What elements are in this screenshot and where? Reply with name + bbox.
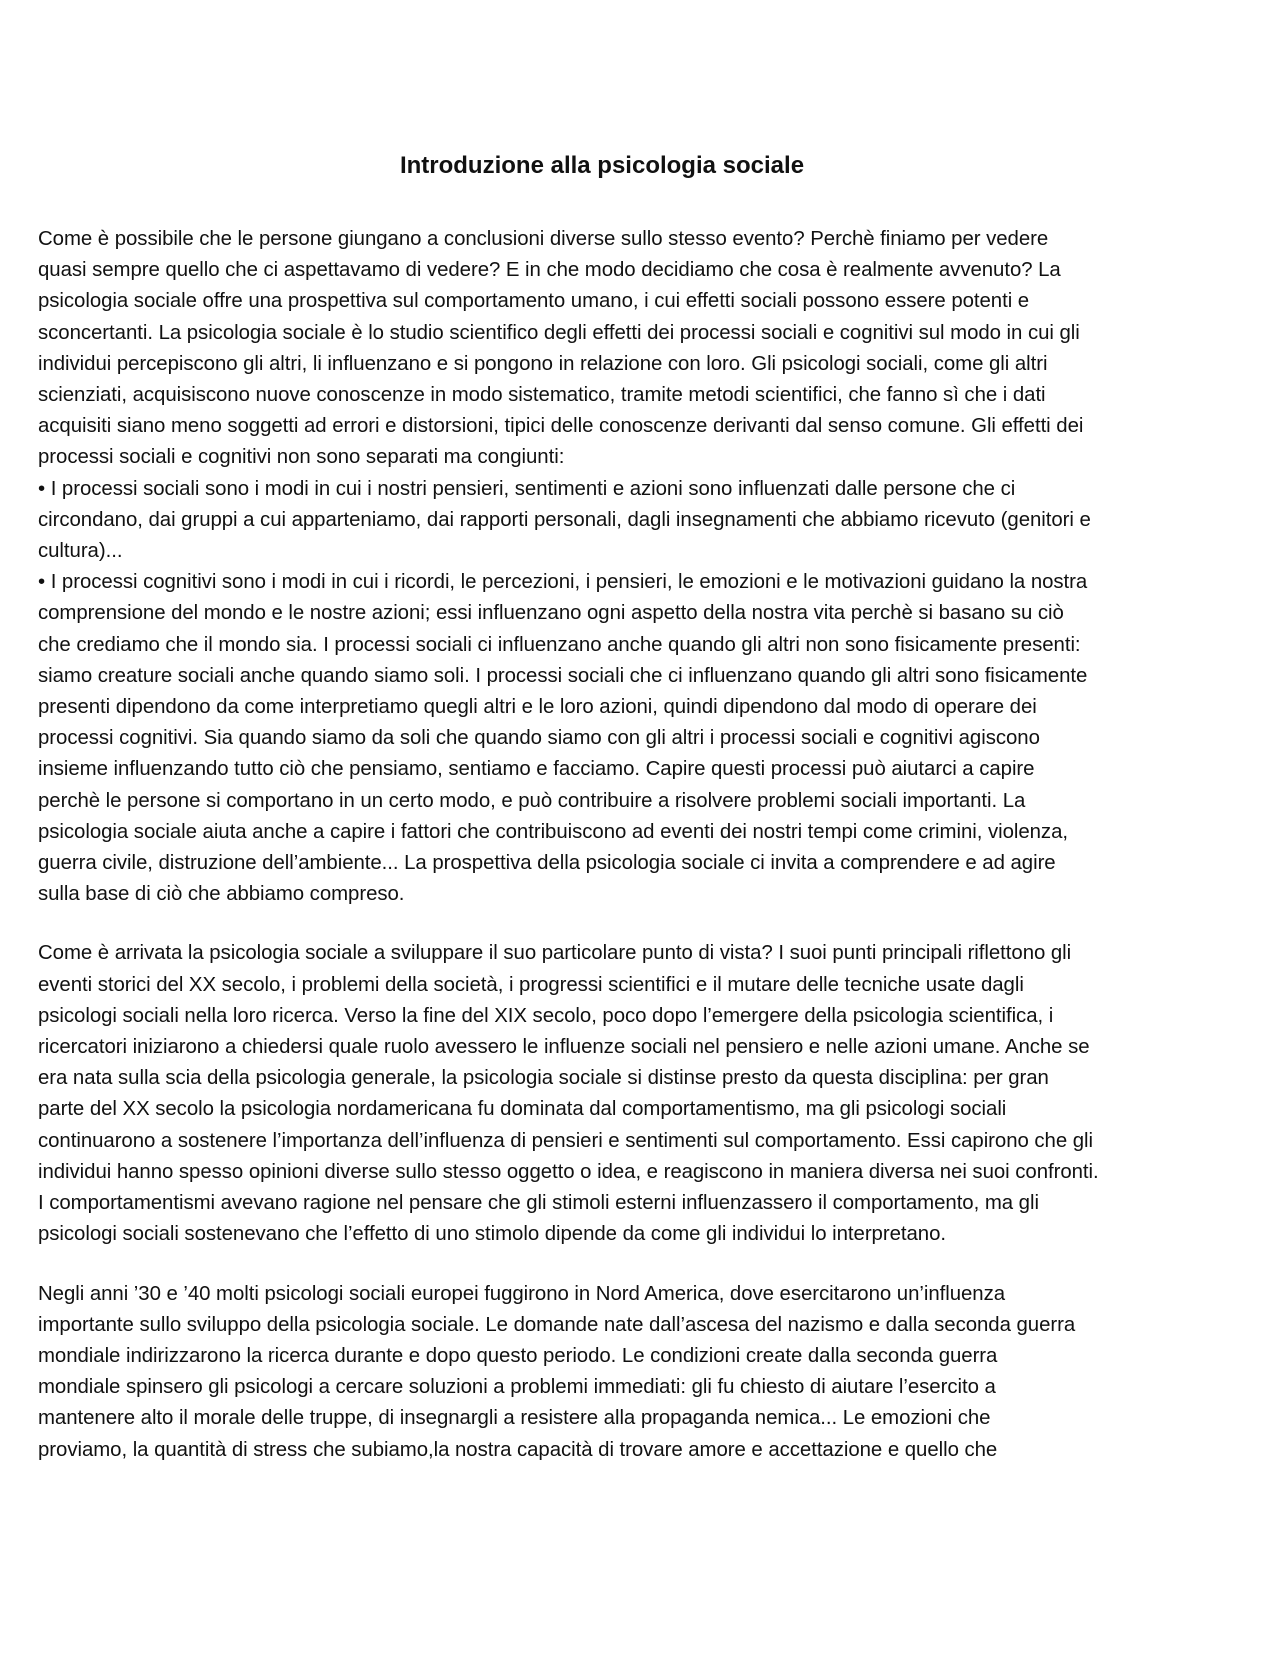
text-line: psicologia sociale aiuta anche a capire i fattori che contribuiscono ad eventi dei nostri tempi come crimini, violenza, [38, 820, 1068, 843]
text-line: individui hanno spesso opinioni diverse sullo stesso oggetto o idea, e reagiscono in maniera diversa nei suoi confronti. [38, 1160, 1099, 1183]
text-line: siamo creature sociali anche quando siamo soli. I processi sociali che ci influenzano quando gli altri sono fisicamente [38, 664, 1088, 687]
text-line: mantenere alto il morale delle truppe, di insegnargli a resistere alla propaganda nemica... Le emozioni che [38, 1407, 991, 1430]
page-title: Introduzione alla psicologia sociale [399, 152, 805, 179]
paragraph-spacer [38, 1251, 1248, 1279]
document-body [38, 224, 1248, 1466]
paragraph-1 [38, 224, 1248, 910]
paragraph-spacer [38, 910, 1248, 938]
text-line: insieme influenzando tutto ciò che pensiamo, sentiamo e facciamo. Capire questi processi può aiutarci a capire [38, 758, 1035, 781]
text-line: sconcertanti. La psicologia sociale è lo studio scientifico degli effetti dei processi sociali e cognitivi sul modo in cui gli [38, 321, 1080, 344]
text-line: comprensione del mondo e le nostre azioni; essi influenzano ogni aspetto della nostra vita perchè si basano su ciò [38, 602, 1064, 625]
paragraph-3 [38, 1279, 1248, 1466]
text-line: scienziati, acquisiscono nuove conoscenze in modo sistematico, tramite metodi scientifici, che fanno sì che i dati [38, 384, 1046, 407]
text-line: Come è arrivata la psicologia sociale a sviluppare il suo particolare punto di vista? I suoi punti principali riflettono gli [38, 942, 1072, 965]
text-line: I comportamentismi avevano ragione nel pensare che gli stimoli esterni influenzassero il comportamento, ma gli [38, 1192, 1039, 1215]
text-line: proviamo, la quantità di stress che subiamo,la nostra capacità di trovare amore e accettazione e quello che [38, 1438, 998, 1461]
text-line: presenti dipendono da come interpretiamo quegli altri e le loro azioni, quindi dipendono dal modo di operare dei [38, 696, 1037, 719]
text-line: era nata sulla scia della psicologia generale, la psicologia sociale si distinse presto da questa disciplina: per gran [38, 1067, 1049, 1090]
paragraph-2 [38, 938, 1248, 1250]
text-line: processi sociali e cognitivi non sono separati ma congiunti: [38, 446, 565, 469]
bullet-line: • I processi sociali sono i modi in cui i nostri pensieri, sentimenti e azioni sono influenzati dalle persone che ci [38, 477, 1016, 500]
text-line: perchè le persone si comportano in un certo modo, e può contribuire a risolvere problemi sociali importanti. La [38, 789, 1026, 812]
text-line: guerra civile, distruzione dell’ambiente... La prospettiva della psicologia sociale ci invita a comprendere e ad agire [38, 852, 1056, 875]
text-line: psicologi sociali sostenevano che l’effetto di uno stimolo dipende da come gli individui lo interpretano. [38, 1223, 946, 1246]
text-line: processi cognitivi. Sia quando siamo da soli che quando siamo con gli altri i processi sociali e cognitivi agiscono [38, 727, 1040, 750]
text-line: Come è possibile che le persone giungano a conclusioni diverse sullo stesso evento? Perchè finiamo per vedere [38, 228, 1049, 250]
text-line: circondano, dai gruppi a cui apparteniamo, dai rapporti personali, dagli insegnamenti che abbiamo ricevuto (genitori e [38, 508, 1091, 531]
text-line: Negli anni ’30 e ’40 molti psicologi sociali europei fuggirono in Nord America, dove esercitarono un’influenza [38, 1282, 1006, 1305]
text-line: acquisiti siano meno soggetti ad errori e distorsioni, tipici delle conoscenze derivanti dal senso comune. Gli effetti dei [38, 415, 1084, 438]
text-line: importante sullo sviluppo della psicologia sociale. Le domande nate dall’ascesa del nazismo e dalla seconda guerra [38, 1313, 1076, 1336]
text-line: psicologi sociali nella loro ricerca. Verso la fine del XIX secolo, poco dopo l’emergere della psicologia scientifica, i [38, 1004, 1054, 1027]
text-line: che crediamo che il mondo sia. I processi sociali ci influenzano anche quando gli altri non sono fisicamente presenti: [38, 633, 1081, 656]
text-line: psicologia sociale offre una prospettiva sul comportamento umano, i cui effetti sociali possono essere potenti e [38, 290, 1030, 313]
bullet-line: • I processi cognitivi sono i modi in cui i ricordi, le percezioni, i pensieri, le emozioni e le motivazioni guidano la nostra [38, 571, 1088, 594]
text-line: quasi sempre quello che ci aspettavamo di vedere? E in che modo decidiamo che cosa è realmente avvenuto? La [38, 259, 1061, 282]
text-line: continuarono a sostenere l’importanza dell’influenza di pensieri e sentimenti sul comportamento. Essi capirono che gli [38, 1129, 1093, 1152]
text-line: individui percepiscono gli altri, li influenzano e si pongono in relazione con loro. Gli psicologi sociali, come gli altri [38, 352, 1048, 375]
text-line: cultura)... [38, 540, 123, 563]
text-line: parte del XX secolo la psicologia nordamericana fu dominata dal comportamentismo, ma gli psicologi sociali [38, 1098, 1007, 1121]
text-line: sulla base di ciò che abbiamo compreso. [38, 883, 405, 906]
text-line: mondiale spinsero gli psicologi a cercare soluzioni a problemi immediati: gli fu chiesto di aiutare l’esercito a [38, 1376, 996, 1399]
text-line: ricercatori iniziarono a chiedersi quale ruolo avessero le influenze sociali nel pensiero e nelle azioni umane. Anche se [38, 1036, 1090, 1059]
text-line: mondiale indirizzarono la ricerca durante e dopo questo periodo. Le condizioni create dalla seconda guerra [38, 1344, 998, 1367]
text-line: eventi storici del XX secolo, i problemi della società, i progressi scientifici e il mutare delle tecniche usate dagli [38, 973, 1024, 996]
